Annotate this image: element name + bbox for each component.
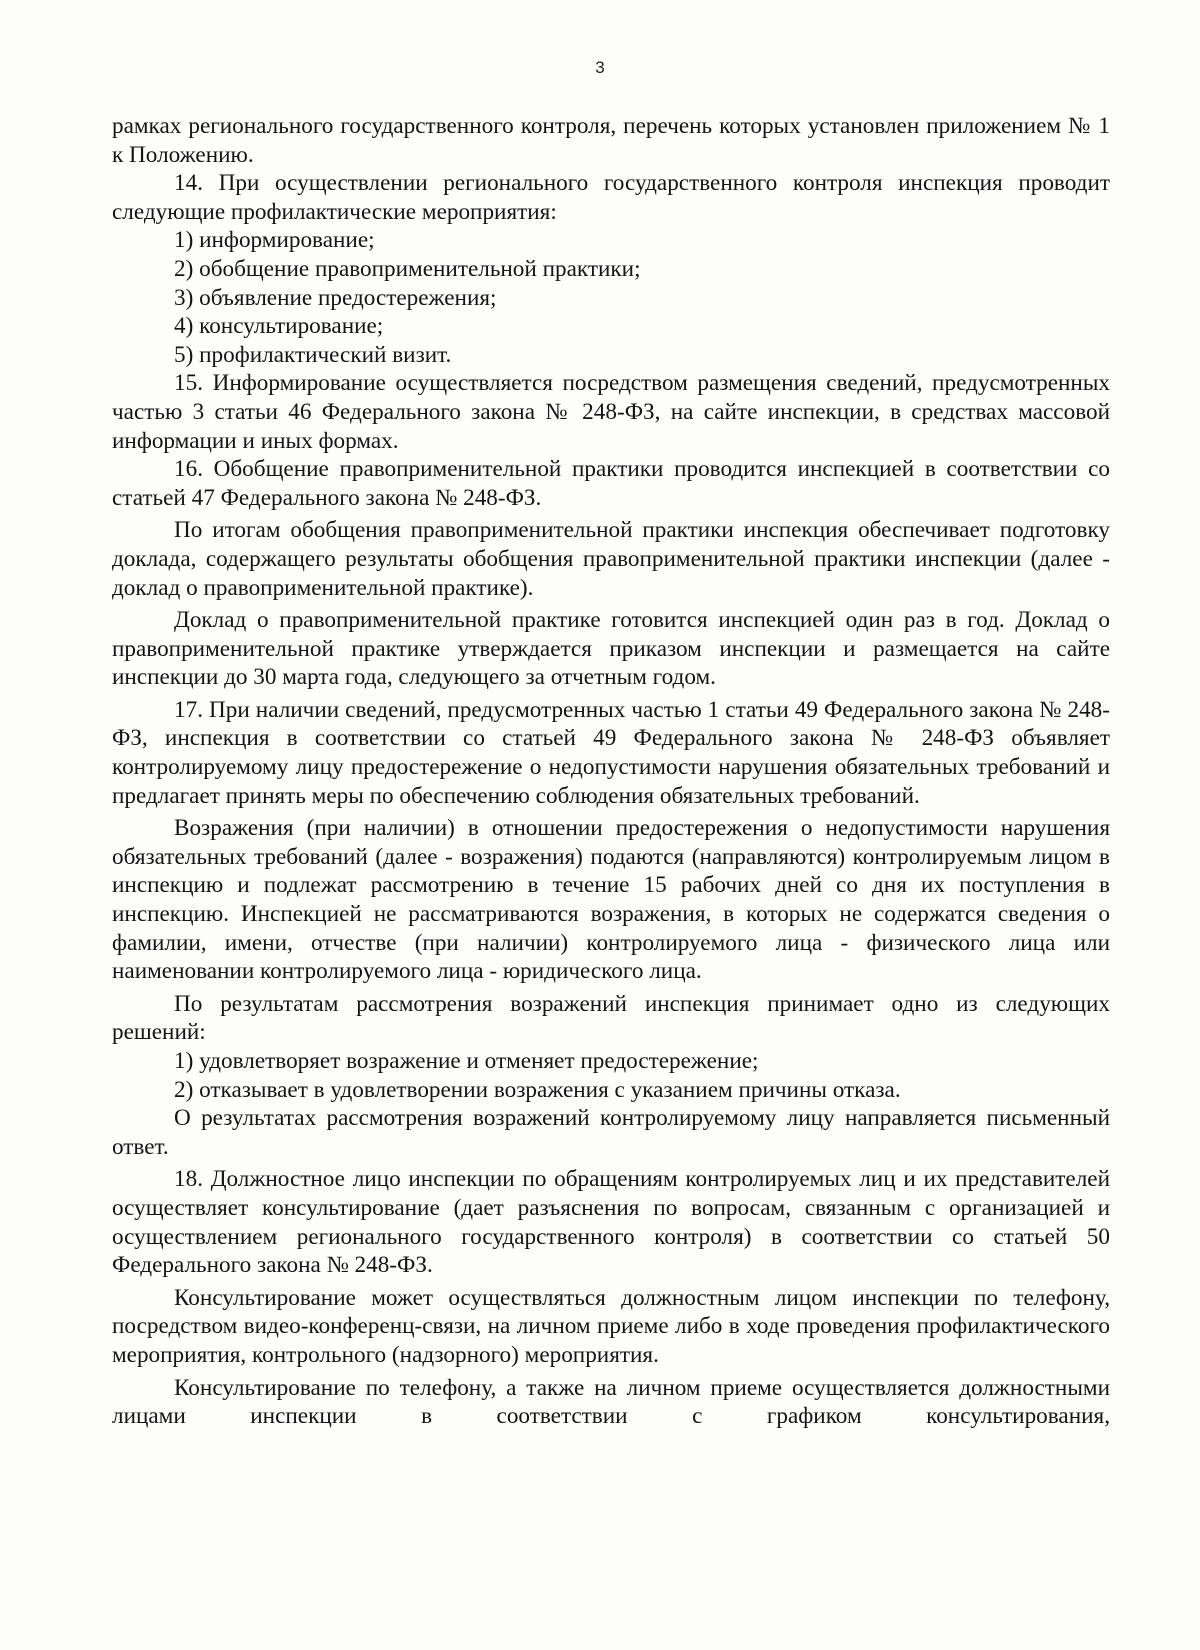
decision-item-2: 2) отказывает в удовлетворении возражения с указанием причины отказа.	[174, 1076, 901, 1103]
list-item-2: 2) обобщение правоприменительной практики;	[174, 255, 641, 282]
paragraph-written-reply: О результатах рассмотрения возражений контролируемому лицу направляется письменный ответ.	[112, 1105, 1110, 1160]
paragraph-14: 14. При осуществлении регионального государственного контроля инспекция проводит следующие профилактические мероприятия:	[112, 170, 1110, 225]
document-body	[112, 112, 1110, 1431]
paragraph-objection-results: По результатам рассмотрения возражений инспекция принимает одно из следующих решений:	[112, 990, 1110, 1046]
paragraph-continuation: рамках регионального государственного контроля, перечень которых установлен приложением № 1 к Положению.	[112, 113, 1110, 168]
paragraph-18: 18. Должностное лицо инспекции по обращениям контролируемых лиц и их представителей осуществляет консультирование (дает разъяснения по вопросам, связанным с организацией и осуществлением регионального государственного контроля) в соответствии со статьей 50 Федерального закона № 248-ФЗ.	[112, 1166, 1110, 1279]
list-item-4: 4) консультирование;	[174, 313, 384, 340]
paragraph-report-schedule: Доклад о правоприменительной практике готовится инспекцией один раз в год. Доклад о правоприменительной практике утверждается приказом инспекции и размещается на сайте инспекции до 30 марта года, следующего за отчетным годом.	[112, 607, 1110, 691]
list-item-1: 1) информирование;	[174, 227, 375, 254]
paragraph-report-preparation: По итогам обобщения правоприменительной практики инспекция обеспечивает подготовку доклада, содержащего результаты обобщения правоприменительной практики инспекции (далее - доклад о правоприменительной практике).	[112, 517, 1110, 601]
decision-item-1: 1) удовлетворяет возражение и отменяет предостережение;	[174, 1048, 759, 1074]
list-item-3: 3) объявление предостережения;	[174, 284, 497, 311]
page-number: 3	[595, 58, 605, 77]
paragraph-15: 15. Информирование осуществляется посредством размещения сведений, предусмотренных частью 3 статьи 46 Федерального закона № 248-ФЗ, на сайте инспекции, в средствах массовой информации и иных формах.	[112, 370, 1110, 454]
paragraph-16: 16. Обобщение правоприменительной практики проводится инспекцией в соответствии со статьей 47 Федерального закона № 248-ФЗ.	[112, 456, 1110, 511]
paragraph-17: 17. При наличии сведений, предусмотренных частью 1 статьи 49 Федерального закона № 248-ФЗ, инспекция в соответствии со статьей 49 Федерального закона № 248-ФЗ объявляет контролируемому лицу предостережение о недопустимости нарушения обязательных требований и предлагает принять меры по обеспечению соблюдения обязательных требований.	[112, 696, 1110, 809]
list-item-5: 5) профилактический визит.	[174, 341, 452, 368]
paragraph-consultation-schedule: Консультирование по телефону, а также на личном приеме осуществляется должностными лицами инспекции в соответствии с графиком консультирования,	[112, 1374, 1110, 1430]
paragraph-consultation-methods: Консультирование может осуществляться должностным лицом инспекции по телефону, посредством видео-конференц-связи, на личном приеме либо в ходе проведения профилактического мероприятия, контрольного (надзорного) мероприятия.	[112, 1284, 1110, 1368]
paragraph-objections: Возражения (при наличии) в отношении предостережения о недопустимости нарушения обязательных требований (далее - возражения) подаются (направляются) контролируемым лицом в инспекцию и подлежат рассмотрению в течение 15 рабочих дней со дня их поступления в инспекцию. Инспекцией не рассматриваются возражения, в которых не содержатся сведения о фамилии, имени, отчестве (при наличии) контролируемого лица - физического лица или наименовании контролируемого лица - юридического лица.	[112, 815, 1110, 985]
